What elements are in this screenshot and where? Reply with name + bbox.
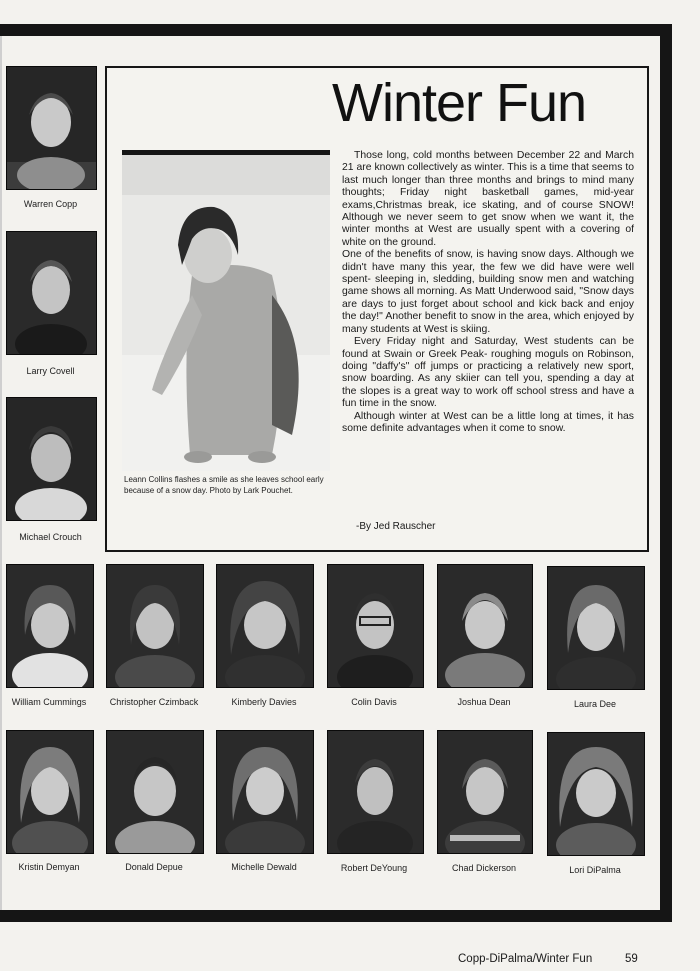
portrait-name: Michael Crouch: [19, 532, 82, 542]
portrait-name: Colin Davis: [351, 697, 397, 707]
story-paragraph: Although winter at West can be a little long at times, it has some definite advantages when it come to snow.: [342, 410, 634, 434]
story-text: [342, 150, 634, 435]
portrait-name: Larry Covell: [26, 366, 75, 376]
portrait-photo: [437, 730, 533, 854]
portrait-name: Kimberly Davies: [231, 697, 297, 707]
page-number: 59: [625, 953, 638, 965]
byline: -By Jed Rauscher: [356, 521, 436, 532]
portrait-photo: [106, 564, 204, 688]
portrait-name: Robert DeYoung: [340, 863, 408, 873]
headline: Winter Fun: [332, 73, 587, 133]
portrait-name: William Cummings: [11, 697, 87, 707]
portrait-name: Christopher Czimback: [109, 697, 199, 707]
portrait-name: Laura Dee: [573, 699, 617, 709]
portrait-name: Michelle Dewald: [231, 862, 297, 872]
top-border: [0, 24, 672, 36]
portrait-photo: [6, 564, 94, 688]
right-border: [660, 24, 672, 922]
portrait-photo: [6, 231, 97, 355]
portrait-photo: [6, 730, 94, 854]
portrait-photo: [327, 564, 424, 688]
portrait-name: Warren Copp: [23, 199, 78, 209]
portrait-photo: [216, 564, 314, 688]
portrait-name: Joshua Dean: [457, 697, 511, 707]
portrait-photo: [106, 730, 204, 854]
photo-caption: Leann Collins flashes a smile as she leaves school early because of a snow day. Photo by Lark Pouchet.: [124, 475, 324, 495]
footer-section-label: Copp-DiPalma/Winter Fun: [458, 953, 593, 965]
portrait-photo: [327, 730, 424, 854]
portrait-name: Kristin Demyan: [18, 862, 80, 872]
story-paragraph: One of the benefits of snow, is having snow days. Although we didn't have many this year, the few we did have were well spent- sleeping in, sledding, building snow men and watching game shows all morning. As Matt Underwood said, "Snow days are days to just forget about school and kick back and enjoy the day!" Another benefit to snow in the area, which enjoyed by many students at West is skiing.: [342, 249, 634, 335]
portrait-photo: [547, 566, 645, 690]
binding-shadow: [0, 36, 2, 910]
story-paragraph: Every Friday night and Saturday, West students can be found at Swain or Greek Peak- roughing moguls on Robinson, doing "daffy's" off jumps or practicing a relatively new sport, snow boarding. As any skiier can tell you, spending a day at the slopes is a great way to work off school stress and have a fun time in the snow.: [342, 336, 634, 410]
portrait-photo: [216, 730, 314, 854]
portrait-photo: [547, 732, 645, 856]
bottom-border: [0, 910, 672, 922]
story-paragraph: Those long, cold months between December 22 and March 21 are known collectively as winter. This is a time that seems to last much longer than three months and brings to mind many thoughts; Friday night basketball games, mid-year exams,Christmas break, ice skating, and of course SNOW! Although we never seem to get snow when we want it, the winter months at West are usually spent with a covering of white on the ground.: [342, 150, 634, 248]
portrait-name: Chad Dickerson: [451, 863, 517, 873]
portrait-photo: [437, 564, 533, 688]
portrait-name: Donald Depue: [125, 862, 183, 872]
feature-photo: [122, 150, 330, 471]
portrait-photo: [6, 397, 97, 521]
portrait-name: Lori DiPalma: [569, 865, 621, 875]
portrait-photo: [6, 66, 97, 190]
